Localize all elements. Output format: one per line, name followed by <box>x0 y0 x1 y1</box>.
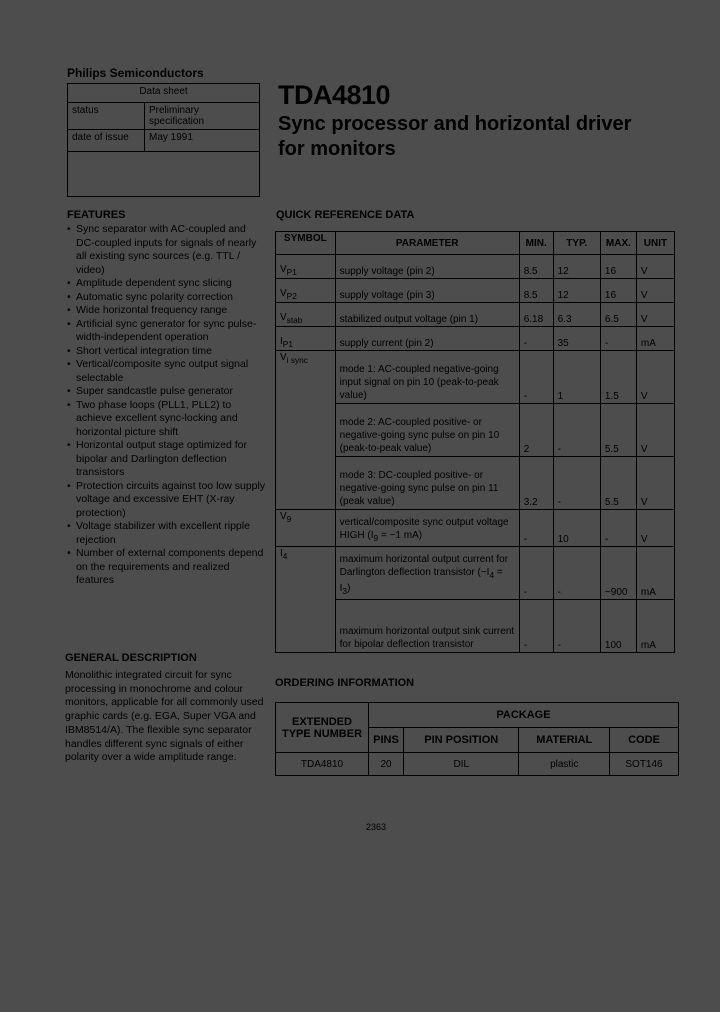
col-code: CODE <box>610 728 679 753</box>
typ-cell: - <box>553 457 600 510</box>
pins-cell: 20 <box>369 753 404 776</box>
feature-item: • Short vertical integration time <box>67 345 267 359</box>
parameter-cell: supply voltage (pin 2) <box>335 255 519 279</box>
feature-item: • Vertical/composite sync output signal selectable <box>67 358 267 385</box>
symbol-cell <box>276 547 336 600</box>
param-text: vertical/composite sync output voltage HIGH (I <box>339 517 509 541</box>
symbol-sub: 4 <box>282 551 288 561</box>
feature-item: • Sync separator with AC-coupled and DC-coupled inputs for signals of nearly all existing sync sources (e.g. TTL / video) <box>67 223 267 277</box>
symbol-main: I <box>280 548 283 559</box>
param-text: = I <box>339 567 503 594</box>
max-cell: 16 <box>600 279 636 303</box>
typ-cell: - <box>553 547 600 600</box>
unit-cell: V <box>636 510 674 547</box>
symbol-cell-empty <box>276 404 336 457</box>
symbol-cell <box>276 510 336 547</box>
parameter-cell: supply current (pin 2) <box>335 327 519 351</box>
parameter-cell: mode 3: DC-coupled positive- or negative-going sync pulse on pin 11 (peak value) <box>335 457 519 510</box>
product-subtitle: Sync processor and horizontal driver for monitors <box>278 113 632 160</box>
unit-cell: V <box>636 279 674 303</box>
unit-cell: mA <box>636 600 674 653</box>
parameter-cell: maximum horizontal output sink current for bipolar deflection transistor <box>335 600 519 653</box>
blank-cell <box>68 152 260 197</box>
symbol-cell-empty <box>276 600 336 653</box>
feature-item: • Number of external components depend on the requirements and realized features <box>67 547 267 588</box>
max-cell: 6.5 <box>600 303 636 327</box>
symbol-cell-empty <box>276 457 336 510</box>
feature-item: • Two phase loops (PLL1, PLL2) to achieve excellent sync-locking and horizontal picture shift <box>67 399 267 440</box>
table-row <box>276 510 675 547</box>
min-cell: - <box>519 600 553 653</box>
min-cell: - <box>519 351 553 404</box>
general-description-text: Monolithic integrated circuit for sync processing in monochrome and colour monitors, applicable for all commonly used graphic cards (e.g. EGA, Super VGA and IBM8514/A). The flexible sync separator handles different sync signals of either polarity over a wide amplitude range. <box>65 669 264 764</box>
quick-reference-heading: QUICK REFERENCE DATA <box>276 209 415 221</box>
parameter-cell <box>335 547 519 600</box>
max-cell: −900 <box>600 547 636 600</box>
page-number: 2363 <box>366 822 387 832</box>
ordering-table <box>275 702 679 776</box>
max-cell: 1.5 <box>600 351 636 404</box>
table-row <box>276 327 675 351</box>
feature-item: • Automatic sync polarity correction <box>67 291 267 305</box>
symbol-sub: P1 <box>282 339 293 349</box>
parameter-cell: mode 2: AC-coupled positive- or negative-going sync pulse on pin 10 (peak-to-peak value) <box>335 404 519 457</box>
parameter-cell: supply voltage (pin 3) <box>335 279 519 303</box>
max-cell: - <box>600 327 636 351</box>
col-symbol: SYMBOL <box>276 232 336 255</box>
status-label: status <box>68 103 145 130</box>
feature-item: • Protection circuits against too low supply voltage and excessive EHT (X-ray protection) <box>67 480 267 521</box>
features-list <box>67 223 267 588</box>
col-extended-type: EXTENDED TYPE NUMBER <box>276 703 369 753</box>
data-sheet-label: Data sheet <box>68 84 260 103</box>
ordering-information-heading: ORDERING INFORMATION <box>275 677 415 689</box>
min-cell: 8.5 <box>519 255 553 279</box>
col-typ: TYP. <box>553 232 600 255</box>
feature-item: • Horizontal output stage optimized for bipolar and Darlington deflection transistors <box>67 439 267 480</box>
typ-cell: 35 <box>553 327 600 351</box>
company-name: Philips Semiconductors <box>67 66 204 80</box>
symbol-sub: i sync <box>286 355 308 365</box>
parameter-cell: stabilized output voltage (pin 1) <box>335 303 519 327</box>
symbol-cell <box>276 279 336 303</box>
col-material: MATERIAL <box>519 728 610 753</box>
symbol-main: V <box>280 288 287 299</box>
unit-cell: V <box>636 303 674 327</box>
pin-position-cell: DIL <box>404 753 519 776</box>
symbol-main: V <box>280 312 287 323</box>
symbol-main: V <box>280 264 287 275</box>
symbol-sub: stab <box>286 315 303 325</box>
code-cell: SOT146 <box>610 753 679 776</box>
product-title: TDA4810 <box>278 80 391 110</box>
param-sub: 3 <box>342 586 348 596</box>
typ-cell: 1 <box>553 351 600 404</box>
col-unit: UNIT <box>636 232 674 255</box>
symbol-sub: P2 <box>286 291 297 301</box>
param-text: ) <box>347 583 351 594</box>
parameter-cell <box>335 510 519 547</box>
status-value: Preliminary specification <box>145 103 260 130</box>
material-cell: plastic <box>519 753 610 776</box>
max-cell: 5.5 <box>600 404 636 457</box>
param-sub: 4 <box>489 570 495 580</box>
col-parameter: PARAMETER <box>335 232 519 255</box>
symbol-main: V <box>280 511 287 522</box>
symbol-cell <box>276 255 336 279</box>
symbol-cell <box>276 327 336 351</box>
min-cell: - <box>519 547 553 600</box>
parameter-cell: mode 1: AC-coupled negative-going input signal on pin 10 (peak-to-peak value) <box>335 351 519 404</box>
date-of-issue-label: date of issue <box>68 130 145 152</box>
param-text: maximum horizontal output current for Darlington deflection transistor (−I <box>339 554 509 578</box>
feature-item: • Super sandcastle pulse generator <box>67 385 267 399</box>
min-cell: 2 <box>519 404 553 457</box>
feature-item: • Amplitude dependent sync slicing <box>67 277 267 291</box>
unit-cell: V <box>636 404 674 457</box>
symbol-main: I <box>280 336 283 347</box>
max-cell: 5.5 <box>600 457 636 510</box>
table-header-row <box>276 232 675 255</box>
table-row <box>276 600 675 653</box>
param-sub: 9 <box>373 533 379 543</box>
typ-cell: 10 <box>553 510 600 547</box>
unit-cell: V <box>636 457 674 510</box>
feature-item: • Wide horizontal frequency range <box>67 304 267 318</box>
typ-cell: - <box>553 404 600 457</box>
min-cell: 3.2 <box>519 457 553 510</box>
min-cell: - <box>519 327 553 351</box>
typ-cell: 6.3 <box>553 303 600 327</box>
typ-cell: - <box>553 600 600 653</box>
max-cell: 16 <box>600 255 636 279</box>
symbol-cell <box>276 303 336 327</box>
datasheet-info-box <box>67 83 260 197</box>
table-row <box>276 547 675 600</box>
max-cell: 100 <box>600 600 636 653</box>
col-package: PACKAGE <box>369 703 679 728</box>
col-pins: PINS <box>369 728 404 753</box>
symbol-main: V <box>280 352 287 363</box>
general-description-heading: GENERAL DESCRIPTION <box>65 652 197 664</box>
min-cell: 8.5 <box>519 279 553 303</box>
date-of-issue-value: May 1991 <box>145 130 260 152</box>
min-cell: 6.18 <box>519 303 553 327</box>
table-row <box>276 351 675 404</box>
typ-cell: 12 <box>553 255 600 279</box>
type-cell: TDA4810 <box>276 753 369 776</box>
table-row <box>276 255 675 279</box>
col-min: MIN. <box>519 232 553 255</box>
symbol-sub: 9 <box>286 514 292 524</box>
col-max: MAX. <box>600 232 636 255</box>
typ-cell: 12 <box>553 279 600 303</box>
symbol-cell <box>276 351 336 404</box>
table-row <box>276 457 675 510</box>
table-row <box>276 404 675 457</box>
unit-cell: mA <box>636 547 674 600</box>
unit-cell: V <box>636 255 674 279</box>
param-text: = −1 mA) <box>378 530 423 541</box>
symbol-sub: P1 <box>286 267 297 277</box>
feature-item: • Voltage stabilizer with excellent ripple rejection <box>67 520 267 547</box>
features-heading: FEATURES <box>67 209 126 221</box>
unit-cell: mA <box>636 327 674 351</box>
col-pin-position: PIN POSITION <box>404 728 519 753</box>
table-header-row <box>276 703 679 728</box>
table-row <box>276 279 675 303</box>
table-row <box>276 303 675 327</box>
max-cell: - <box>600 510 636 547</box>
unit-cell: V <box>636 351 674 404</box>
table-row <box>276 753 679 776</box>
min-cell: - <box>519 510 553 547</box>
feature-item: • Artificial sync generator for sync pulse-width-independent operation <box>67 318 267 345</box>
quick-reference-table <box>275 231 675 653</box>
